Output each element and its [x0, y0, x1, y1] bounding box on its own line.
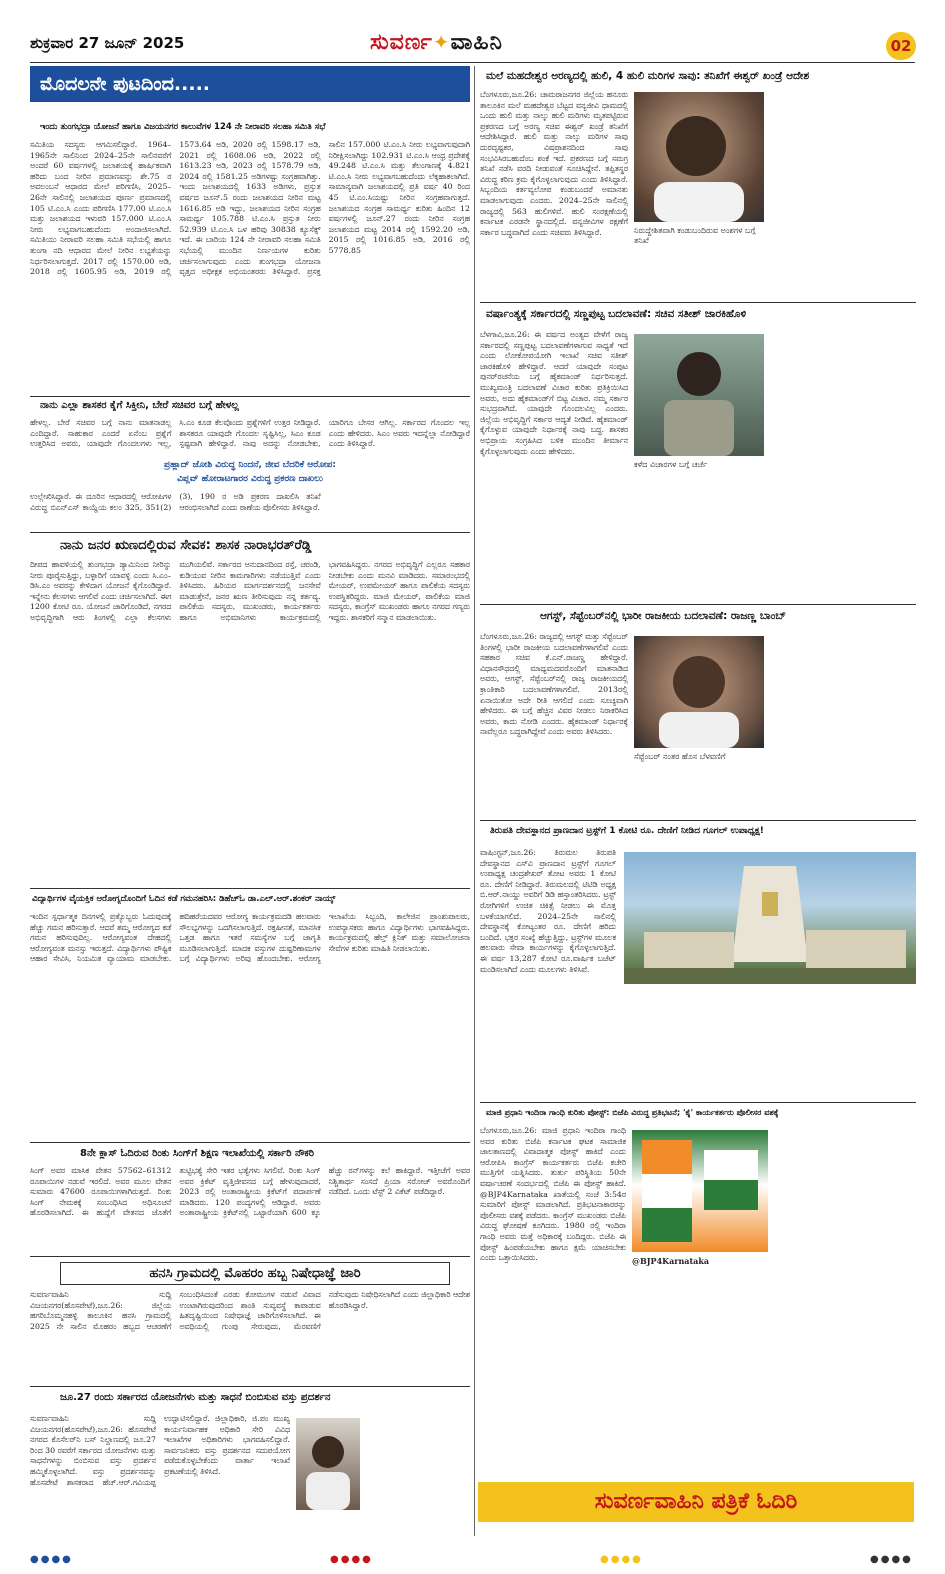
- r3-title: ಆಗಸ್ಟ್, ಸೆಪ್ಟೆಂಬರ್‌ನಲ್ಲಿ ಭಾರೀ ರಾಜಕೀಯ ಬದಲಾವಣೆ: ರಾಜಣ್ಣ ಬಾಂಬ್: [540, 610, 786, 622]
- divider: [480, 604, 916, 605]
- person-silhouette-icon: [634, 92, 764, 222]
- tirupati-temple-photo: [624, 852, 916, 984]
- a7-body: ಸುವರ್ಣವಾಹಿನಿ ಸುದ್ದಿ ವಿಜಯನಗರ(ಹೊಸಪೇಟೆ),ಜೂ.26: ಜಿಲ್ಲೆಯ ಹಗರಿಬೊಮ್ಮನಹಳ್ಳಿ ತಾಲೂಕಿನ ಹನಸಿ ಗ್ರಾಮದಲ್ಲಿ 2025 ನೇ ಸಾಲಿನ ಮೊಹರಂ ಹಬ್ಬದ ಆಚರಣೆಗೆ ಸಂಬಂಧಿಸಿದಂತೆ ಎರಡು ಕೋಮುಗಳ ನಡುವೆ ವಿವಾದ ಉಂಟಾಗಿರುವುದರಿಂದ ಶಾಂತಿ ಸುವ್ಯವಸ್ಥೆ ಕಾಪಾಡುವ ಹಿತದೃಷ್ಟಿಯಿಂದ ನಿಷೇಧಾಜ್ಞೆ ಜಾರಿಗೊಳಿಸಲಾಗಿದೆ. ಈ ಅವಧಿಯಲ್ಲಿ ಗುಂಪು ಸೇರುವುದು, ಮೆರವಣಿಗೆ ನಡೆಸುವುದು ನಿಷೇಧಿಸಲಾಗಿದೆ ಎಂದು ಜಿಲ್ಲಾಧಿಕಾರಿ ಆದೇಶ ಹೊರಡಿಸಿದ್ದಾರೆ.: [30, 1290, 470, 1331]
- minister-khandre-photo: [634, 92, 764, 222]
- divider: [30, 888, 470, 889]
- a1-body: ಸಮಿತಿಯ ಸದಸ್ಯರು ಆಗಮಿಸಲಿದ್ದಾರೆ. 1964–1965ನೇ ಸಾಲಿನಿಂದ 2024–25ನೇ ಸಾಲಿನವರೆಗೆ ಅಂದರೆ 60 ವರ್ಷಗಳಲ್ಲಿ ಜಲಾಶಯಕ್ಕೆ ಹಾರ್ಷಿಕವಾಗಿ ಹರಿದು ಬಂದ ನೀರಿನ ಪ್ರಮಾಣವನ್ನು ಶೇ.75 ರ ಅವಲಂಬನೆ ಆಧಾರದ ಮೇಲೆ ಪರಿಗಣಿಸಿ, 2025–26ನೇ ಸಾಲಿನಲ್ಲಿ ಜಲಾಶಯದ ಪೂರ್ಣ ಪ್ರಮಾಣದಲ್ಲಿ 105 ಟಿ.ಎಂ.ಸಿ ಎಂದು ಪರಿಗಣಿಸಿ 177.00 ಟಿ.ಎಂ.ಸಿ ಮತ್ತು ಜಲಾಶಯದ ಇಳುವರಿ 157.000 ಟಿ.ಎಂ.ಸಿ ನೀರು ಲಭ್ಯವಾಗಬಹುದೆಂದು ಅಂದಾಜಿಸಲಾಗಿದೆ. ಸಮಿತಿಯು ನೀರಾವರಿ ಸಲಹಾ ಸಮಿತಿ ಸಭೆಯಲ್ಲಿ ಹಾಗೂ ತುಂಗಾ ನದಿ ಆಧಾರದ ಮೇಲೆ ನೀರಿನ ಲಭ್ಯತೆಯನ್ನು ನಿರ್ಧರಿಸಲಾಗುತ್ತದೆ. 2017 ರಲ್ಲಿ 1570.00 ಅಡಿ, 2018 ರಲ್ಲಿ 1605.95 ಅಡಿ, 2019 ರಲ್ಲಿ 1573.64 ಅಡಿ, 2020 ರಲ್ಲಿ 1598.17 ಅಡಿ, 2021 ರಲ್ಲಿ 1608.06 ಅಡಿ, 2022 ರಲ್ಲಿ 1613.23 ಅಡಿ, 2023 ರಲ್ಲಿ 1578.79 ಅಡಿ, 2024 ರಲ್ಲಿ 1581.25 ಅಡಿಗಳಷ್ಟು ಸಂಗ್ರಹವಾಗಿತ್ತು. ಇಂದು ಜಲಾಶಯದಲ್ಲಿ 1633 ಅಡಿಗಳು, ಪ್ರಸ್ತುತ ವರ್ಷದ ಜೂನ್.5 ರಂದು ಜಲಾಶಯದ ನೀರಿನ ಮಟ್ಟ 1616.85 ಅಡಿ ಇದ್ದು, ಜಲಾಶಯದ ನೀರಿನ ಸಂಗ್ರಹ ಸಾಮರ್ಥ್ಯ 105.788 ಟಿ.ಎಂ.ಸಿ ಪ್ರಸ್ತುತ ನೀರು 52.939 ಟಿ.ಎಂ.ಸಿ ಒಳ ಹರಿವು 30838 ಕ್ಯೂಸೆಕ್ಸ್ ಇದೆ. ಈ ಬಾರಿಯ 124 ನೇ ನೀರಾವರಿ ಸಲಹಾ ಸಮಿತಿ ಸಭೆಯಲ್ಲಿ ಮುಂದಿನ ನಿರ್ಣಯಗಳ ಕುರಿತು ಚರ್ಚಿಸಲಾಗುವುದು ಎಂದು ತುಂಗಭದ್ರಾ ಯೋಜನಾ ವೃತ್ತದ ಅಧೀಕ್ಷಕ ಅಭಿಯಂತರರು ತಿಳಿಸಿದ್ದಾರೆ. ಪ್ರಸಕ್ತ ಸಾಲಿನ 157.000 ಟಿ.ಎಂ.ಸಿ ನೀರು ಲಭ್ಯವಾಗುವುದಾಗಿ ನಿರೀಕ್ಷಿಸಲಾಗಿದ್ದು 102.931 ಟಿ.ಎಂ.ಸಿ ಆಂಧ್ರ ಪ್ರದೇಶಕ್ಕೆ 49.248 ಟಿ.ಎಂ.ಸಿ ಮತ್ತು ತೆಲಂಗಾಣಕ್ಕೆ 4.821 ಟಿ.ಎಂ.ಸಿ ನೀರು ಲಭ್ಯವಾಗಬಹುದೆಂದು ಲೆಕ್ಕಹಾಕಲಾಗಿದೆ. ಸಾಮಾನ್ಯವಾಗಿ ಜಲಾಶಯದಲ್ಲಿ ಪ್ರತಿ ವರ್ಷ 40 ರಿಂದ 45 ಟಿ.ಎಂ.ಸಿಯಷ್ಟು ನೀರಿನ ಸಂಗ್ರಹವಾಗುತ್ತದೆ. ಜಲಾಶಯದ ಸಂಗ್ರಹ ಸಾಮರ್ಥ್ಯ ಕುರಿತು ಹಿಂದಿನ 12 ವರ್ಷಗಳಲ್ಲಿ ಜೂನ್.27 ರಂದು ನೀರಿನ ಸಂಗ್ರಹ ಜಲಾಶಯದ ಮಟ್ಟ 2014 ರಲ್ಲಿ 1592.20 ಅಡಿ, 2015 ರಲ್ಲಿ 1016.85 ಅಡಿ, 2016 ರಲ್ಲಿ 5778.85: [30, 140, 470, 277]
- r4-title: ತಿರುಪತಿ ದೇವಸ್ಥಾನದ ಪ್ರಾಣದಾನ ಟ್ರಸ್ಟ್‌ಗೆ 1 ಕೋಟಿ ರೂ. ದೇಣಿಗೆ ನೀಡಿದ ಗೂಗಲ್ ಉಪಾಧ್ಯಕ್ಷ!: [490, 826, 764, 836]
- r5-social-handle: @BJP4Karnataka: [632, 1256, 710, 1266]
- r1-body-continued: [770, 90, 916, 296]
- r5-title: ಮಾಜಿ ಪ್ರಧಾನಿ ಇಂದಿರಾ ಗಾಂಧಿ ಕುರಿತು ಪೋಸ್ಟ್: ಬಿಜೆಪಿ ವಿರುದ್ಧ ಪ್ರತಿಭಟನೆ; 'ಕೈ' ಕಾರ್ಯಕರ್ತರು ಪೊಲೀಸರ ವಶಕ್ಕೆ: [486, 1108, 779, 1117]
- a7-title: ಹನಸಿ ಗ್ರಾಮದಲ್ಲಿ ಮೊಹರಂ ಹಬ್ಬ ನಿಷೇಧಾಜ್ಞೆ ಜಾರಿ: [60, 1262, 450, 1285]
- a4-body: ದೀಪದ ಹಾವಳಿಯಲ್ಲಿ ತುಂಗಭದ್ರಾ ಡ್ಯಾಮಿನಿಂದ ನೀರಿನ್ನು ನೀರು ಪೂರೈಸುತ್ತಿದ್ದು, ಬಳ್ಳಾರಿಗೆ ಯಾವಳ್ಳಿ ಎಂದು ಸಿ.ಎಂ–ಡಿಸಿ.ಎಂ ಅವರನ್ನು ಕೇಳಿದಾಗ ಯೋಜನೆ ಕೈಗೊಂಡಿದ್ದಾರೆ. ಇನ್ನೇನು ಕೆಲಸಗಳು ಆಗಲಿವೆ ಎಂದು ಚರ್ಚಿಸಲಾಗಿದೆ. ಈಗ 1200 ಕೋಟಿ ರೂ. ಯೋಜನೆ ಜಾರಿಗೊಂಡಿದೆ, ನಗರದ ಅಭಿವೃದ್ಧಿಗಾಗಿ ಆರು ತಿಂಗಳಲ್ಲಿ ಎಲ್ಲಾ ಕೆಲಸಗಳು ಮುಗಿಯಲಿವೆ. ಸರ್ಕಾರದ ಅನುದಾನದಿಂದ ರಸ್ತೆ, ಚರಂಡಿ, ಕುಡಿಯುವ ನೀರಿನ ಕಾಮಗಾರಿಗಳು ನಡೆಯುತ್ತಿವೆ ಎಂದು ತಿಳಿಸಿದರು. ಹಿರಿಯರ ಮಾರ್ಗದರ್ಶನದಲ್ಲಿ ಜನಸೇವೆ ಮಾಡುತ್ತೇನೆ, ಜನರ ಋಣ ತೀರಿಸುವುದು ನನ್ನ ಕರ್ತವ್ಯ. ಪಾಲಿಕೆಯ ಸದಸ್ಯರು, ಮುಖಂಡರು, ಕಾರ್ಯಕರ್ತರು ಹಾಗೂ ಅಭಿಮಾನಿಗಳು ಕಾರ್ಯಕ್ರಮದಲ್ಲಿ ಭಾಗವಹಿಸಿದ್ದರು. ನಗರದ ಅಭಿವೃದ್ಧಿಗೆ ಎಲ್ಲರೂ ಸಹಕಾರ ನೀಡಬೇಕು ಎಂದು ಮನವಿ ಮಾಡಿದರು. ಸಮಾರಂಭದಲ್ಲಿ ಮೇಯರ್, ಉಪಮೇಯರ್ ಹಾಗೂ ಪಾಲಿಕೆಯ ಸದಸ್ಯರು ಉಪಸ್ಥಿತರಿದ್ದರು. ಮಾಜಿ ಮೇಯರ್, ಪಾಲಿಕೆಯ ಮಾಜಿ ಸದಸ್ಯರು, ಕಾಂಗ್ರೆಸ್ ಮುಖಂಡರು ಹಾಗೂ ನಗರದ ಗಣ್ಯರು ಇದ್ದರು. ಶಾಸಕರಿಗೆ ಸನ್ಮಾನ ಮಾಡಲಾಯಿತು.: [30, 560, 470, 622]
- divider: [480, 820, 916, 821]
- a1-title: ಇಂದು ತುಂಗಭದ್ರಾ ಯೋಜನೆ ಹಾಗೂ ವಿಜಯನಗರ ಕಾಲುವೆಗಳ 124 ನೇ ನೀರಾವರಿ ಸಲಹಾ ಸಮಿತಿ ಸಭೆ: [40, 122, 326, 132]
- a5-title: ವಿದ್ಯಾರ್ಥಿಗಳ ವೈಯಕ್ತಿಕ ಆರೋಗ್ಯದೊಂದಿಗೆ ಓದಿನ ಕಡೆ ಗಮನಹರಿಸಿ: ಡಿಹೆಚ್‌ಓ ಡಾ.ಎಲ್.ಆರ್.ಶಂಕರ್ ನಾಯ್ಕ್: [32, 894, 336, 904]
- a8-body: ಸುವರ್ಣವಾಹಿನಿ ಸುದ್ದಿ ವಿಜಯನಗರ(ಹೊಸಪೇಟೆ),ಜೂ.26: ಹೊಸಪೇಟೆ ನಗರದ ಕೊಸೆಲರ್‌ನಿ ಬಸ್ ನಿಲ್ದಾಣದಲ್ಲಿ ಜೂ.27 ರಿಂದ 30 ರವರೆಗೆ ಸರ್ಕಾರದ ಯೋಜನೆಗಳು ಮತ್ತು ಸಾಧನೆಗಳನ್ನು ಬಿಂಬಿಸುವ ವಸ್ತು ಪ್ರದರ್ಶನ ಹಮ್ಮಿಕೊಳ್ಳಲಾಗಿದೆ. ವಸ್ತು ಪ್ರದರ್ಶನವನ್ನು ಹೊಸಪೇಟೆ ಶಾಸಕರಾದ ಹೆಚ್.ಆರ್.ಗವಿಯಪ್ಪ ಉದ್ಘಾಟಿಸಲಿದ್ದಾರೆ. ಜಿಲ್ಲಾಧಿಕಾರಿ, ಜಿ.ಪಂ ಮುಖ್ಯ ಕಾರ್ಯನಿರ್ವಾಹಕ ಅಧಿಕಾರಿ ಸೇರಿ ವಿವಿಧ ಇಲಾಖೆಗಳ ಅಧಿಕಾರಿಗಳು ಭಾಗವಹಿಸಲಿದ್ದಾರೆ. ಸಾರ್ವಜನಿಕರು ವಸ್ತು ಪ್ರದರ್ಶನದ ಸದುಪಯೋಗ ಪಡೆದುಕೊಳ್ಳಬೇಕೆಂದು ವಾರ್ತಾ ಇಲಾಖೆ ಪ್ರಕಟಣೆಯಲ್ಲಿ ತಿಳಿಸಿದೆ.: [30, 1414, 290, 1487]
- print-registration-dots: ●●●●: [30, 1554, 73, 1565]
- divider: [30, 1256, 470, 1257]
- logo-right-text: ವಾಹಿನಿ: [450, 30, 503, 55]
- a4-title: ನಾನು ಜನರ ಋಣದಲ್ಲಿರುವ ಸೇವಕ: ಶಾಸಕ ನಾರಾಭರತ್‌ರೆಡ್ಡಿ: [60, 538, 312, 553]
- a3-highlight-2: ವಿಪ್ಲವ್ ಹೋರಾಟಗಾರರ ವಿರುದ್ಧ ಪ್ರಕರಣ ದಾಖಲು: [177, 474, 323, 484]
- a6-title: 8ನೇ ಕ್ಲಾಸ್ ಓದಿರುವ ರಿಂಕು ಸಿಂಗ್‌ಗೆ ಶಿಕ್ಷಣ ಇಲಾಖೆಯಲ್ಲಿ ಸರ್ಕಾರಿ ನೌಕರಿ: [80, 1148, 315, 1159]
- divider: [480, 302, 916, 303]
- divider: [30, 1386, 470, 1387]
- person-silhouette-icon: [634, 334, 764, 456]
- a2-body: ಹೇಳಲ್ಲ. ಬೇರೆ ಸಚಿವರ ಬಗ್ಗೆ ನಾನು ಮಾತನಾಡಲ್ಲ ಎಂದಿದ್ದಾರೆ. ಸಾಹುಕಾರ ಎಂದರೆ ಏನೆಂಬ ಪ್ರಶ್ನೆಗೆ ಉತ್ತರಿಸಿದ ಅವರು, ಯಾವುದೇ ಗೊಂದಲಗಳು ಇಲ್ಲ, ಸಿ.ಎಂ ಕೂಡ ಕೆಲವೊಂದು ಪ್ರಶ್ನೆಗಳಿಗೆ ಉತ್ತರ ನೀಡಿದ್ದಾರೆ. ಶಾಸಕರೂ ಯಾವುದೇ ಗೊಂದಲ ಸೃಷ್ಟಿಸಿಲ್ಲ, ಸಿಎಂ ಕೂಡ ಸ್ಪಷ್ಟವಾಗಿ ಹೇಳಿದ್ದಾರೆ. ನಾವು ಅದನ್ನು ನೋಡಬೇಕು, ಯಾರಿಗೂ ಬೇಸರ ಆಗಿಲ್ಲ. ಸರ್ಕಾರದ ಗೊಂದಲ ಇಲ್ಲ ಎಂದು ಹೇಳಿದರು. ಸಿಎಂ ಅವರು ಇದನ್ನೆಲ್ಲಾ ನೋಡಿದ್ದಾರೆ ಎಂದು ತಿಳಿಸಿದ್ದಾರೆ.: [30, 418, 470, 449]
- r5-body: ಬೆಂಗಳೂರು,ಜೂ.26: ಮಾಜಿ ಪ್ರಧಾನಿ ಇಂದಿರಾ ಗಾಂಧಿ ಅವರ ಕುರಿತು ಬಿಜೆಪಿ ಕರ್ನಾಟಕ ಘಟಕ ಸಾಮಾಜಿಕ ಜಾಲತಾಣದಲ್ಲಿ ವಿವಾದಾತ್ಮಕ ಪೋಸ್ಟ್ ಹಾಕಿದೆ ಎಂದು ಆರೋಪಿಸಿ ಕಾಂಗ್ರೆಸ್ ಕಾರ್ಯಕರ್ತರು ಬಿಜೆಪಿ ಕಚೇರಿ ಮುತ್ತಿಗೆಗೆ ಯತ್ನಿಸಿದರು. ತುರ್ತು ಪರಿಸ್ಥಿತಿಯ 50ನೇ ವರ್ಷಾಚರಣೆ ಸಂದರ್ಭದಲ್ಲಿ ಬಿಜೆಪಿ ಈ ಪೋಸ್ಟ್ ಹಾಕಿದೆ. @BJP4Karnataka ಖಾತೆಯಲ್ಲಿ ಸಂಜೆ 3:54ರ ಸುಮಾರಿಗೆ ಪೋಸ್ಟ್ ಮಾಡಲಾಗಿದೆ. ಪ್ರತಿಭಟನಾಕಾರರನ್ನು ಪೊಲೀಸರು ವಶಕ್ಕೆ ಪಡೆದರು. ಕಾಂಗ್ರೆಸ್ ಮುಖಂಡರು ಬಿಜೆಪಿ ವಿರುದ್ಧ ಘೋಷಣೆ ಕೂಗಿದರು. 1980 ರಲ್ಲಿ ಇಂದಿರಾ ಗಾಂಧಿ ಅವರು ಮತ್ತೆ ಅಧಿಕಾರಕ್ಕೆ ಬಂದಿದ್ದರು. ಬಿಜೆಪಿ ಈ ಪೋಸ್ಟ್ ಹಿಂಪಡೆಯಬೇಕು ಹಾಗೂ ಕ್ಷಮೆ ಯಾಚಿಸಬೇಕು ಎಂದು ಒತ್ತಾಯಿಸಿದರು.: [480, 1126, 626, 1263]
- person-silhouette-icon: [296, 1418, 360, 1510]
- r3-body: ಬೆಂಗಳೂರು,ಜೂ.26: ರಾಜ್ಯದಲ್ಲಿ ಆಗಸ್ಟ್ ಮತ್ತು ಸೆಪ್ಟೆಂಬರ್ ತಿಂಗಳಲ್ಲಿ ಭಾರೀ ರಾಜಕೀಯ ಬದಲಾವಣೆಗಳಾಗಲಿವೆ ಎಂದು ಸಹಕಾರ ಸಚಿವ ಕೆ.ಎನ್.ರಾಜಣ್ಣ ಹೇಳಿದ್ದಾರೆ. ವಿಧಾನಸೌಧದಲ್ಲಿ ಮಾಧ್ಯಮದವರೊಂದಿಗೆ ಮಾತನಾಡಿದ ಅವರು, ಆಗಸ್ಟ್, ಸೆಪ್ಟೆಂಬರ್‌ನಲ್ಲಿ ರಾಜ್ಯ ರಾಜಕೀಯದಲ್ಲಿ ಕ್ರಾಂತಿಕಾರಿ ಬದಲಾವಣೆಗಳಾಗಲಿವೆ. 2013ರಲ್ಲಿ ಏನಾಯಿತೋ ಅದೇ ರೀತಿ ಆಗಲಿದೆ ಎಂದು ಸೂಚ್ಯವಾಗಿ ಹೇಳಿದರು. ಈ ಬಗ್ಗೆ ಹೆಚ್ಚಿನ ವಿವರ ನೀಡಲು ನಿರಾಕರಿಸಿದ ಅವರು, ಕಾದು ನೋಡಿ ಎಂದರು. ಹೈಕಮಾಂಡ್ ನಿರ್ಧಾರಕ್ಕೆ ನಾವೆಲ್ಲರೂ ಬದ್ಧರಾಗಿದ್ದೇವೆ ಎಂದು ಅವರು ತಿಳಿಸಿದರು.: [480, 632, 628, 737]
- divider: [30, 396, 470, 397]
- a8-body-continued: [366, 1414, 470, 1538]
- a2-title: ನಾನು ಎಲ್ಲಾ ಶಾಸಕರ ಕೈಗೆ ಸಿಕ್ತೀನಿ, ಬೇರೆ ಸಚಿವರ ಬಗ್ಗೆ ಹೇಳಲ್ಲ: [40, 400, 239, 411]
- header-rule: [30, 62, 915, 63]
- divider: [30, 1142, 470, 1143]
- r3-caption: ಸೆಪ್ಟೆಂಬರ್ ನಂತರ ಹೊಸ ಬೆಳವಣಿಗೆ: [634, 752, 726, 761]
- temple-gopuram-icon: [624, 852, 916, 984]
- issue-date: ಶುಕ್ರವಾರ 27 ಜೂನ್ 2025: [30, 34, 185, 52]
- divider: [30, 532, 470, 533]
- logo-star-icon: ✦: [432, 30, 451, 54]
- newspaper-promo-banner: ಸುವರ್ಣವಾಹಿನಿ ಪತ್ರಿಕೆ ಓದಿರಿ: [478, 1482, 914, 1522]
- print-registration-dots: ●●●●: [600, 1554, 643, 1565]
- r2-body-continued: [770, 330, 916, 600]
- page-number: 02: [886, 32, 916, 60]
- r4-body: ವಾಷಿಂಗ್ಟನ್,ಜೂ.26: ತಿರುಮಲ ತಿರುಪತಿ ದೇವಸ್ಥಾನದ ಎಸ್‌ವಿ ಪ್ರಾಣದಾನ ಟ್ರಸ್ಟ್‌ಗೆ ಗೂಗಲ್ ಉಪಾಧ್ಯಕ್ಷ ಚಂದ್ರಶೇಖರ್ ತೋಟ ಅವರು 1 ಕೋಟಿ ರೂ. ದೇಣಿಗೆ ನೀಡಿದ್ದಾರೆ. ತಿರುಮಲದಲ್ಲಿ ಟಿಟಿಡಿ ಅಧ್ಯಕ್ಷ ಬಿ.ಆರ್.ನಾಯ್ಡು ಅವರಿಗೆ ಡಿಡಿ ಹಸ್ತಾಂತರಿಸಿದರು. ಟ್ರಸ್ಟ್ ರೋಗಿಗಳಿಗೆ ಉಚಿತ ಚಿಕಿತ್ಸೆ ನೀಡಲು ಈ ಮೊತ್ತ ಬಳಕೆಯಾಗಲಿದೆ. 2024–25ನೇ ಸಾಲಿನಲ್ಲಿ ದೇವಸ್ಥಾನಕ್ಕೆ ಕೋಟ್ಯಂತರ ರೂ. ದೇಣಿಗೆ ಹರಿದು ಬಂದಿದೆ. ಭಕ್ತರ ಸಂಖ್ಯೆ ಹೆಚ್ಚುತ್ತಿದ್ದು, ಟ್ರಸ್ಟ್‌ಗಳ ಮೂಲಕ ಹಲವಾರು ಸೇವಾ ಕಾರ್ಯಗಳನ್ನು ಕೈಗೊಳ್ಳಲಾಗುತ್ತಿದೆ. ಈ ವರ್ಷ 13,287 ಕೋಟಿ ರೂ.ವಾರ್ಷಿಕ ಬಜೆಟ್ ಮಂಡಿಸಲಾಗಿದೆ ಎಂದು ಮೂಲಗಳು ತಿಳಿಸಿವೆ.: [480, 848, 616, 974]
- r3-body-continued: [770, 632, 916, 814]
- r4-body-continued: [624, 992, 916, 1096]
- r2-caption: ಕಳೆದ ವಿಚಾರಗಳ ಬಗ್ಗೆ ಚರ್ಚೆ: [634, 460, 708, 469]
- r1-body: ಬೆಂಗಳೂರು,ಜೂ.26: ಚಾಮರಾಜನಗರ ಜಿಲ್ಲೆಯ ಹನೂರು ತಾಲೂಕಿನ ಮಲೆ ಮಹದೇಶ್ವರ ಬೆಟ್ಟದ ವನ್ಯಜೀವಿ ಧಾಮದಲ್ಲಿ ಒಂದು ಹುಲಿ ಮತ್ತು ನಾಲ್ಕು ಹುಲಿ ಮರಿಗಳು ಮೃತಪಟ್ಟಿರುವ ಪ್ರಕರಣದ ಬಗ್ಗೆ ಅರಣ್ಯ ಸಚಿವ ಈಶ್ವರ್ ಖಂಡ್ರೆ ತನಿಖೆಗೆ ಆದೇಶಿಸಿದ್ದಾರೆ. ಹುಲಿ ಮತ್ತು ನಾಲ್ಕು ಮರಿಗಳ ಸಾವು ದುರದೃಷ್ಟಕರ, ವಿಷಪ್ರಾಶನದಿಂದ ಸಾವು ಸಂಭವಿಸಿರಬಹುದೆಂಬ ಶಂಕೆ ಇದೆ. ಪ್ರಕರಣದ ಬಗ್ಗೆ ಸಮಗ್ರ ತನಿಖೆ ನಡೆಸಿ ವರದಿ ನೀಡುವಂತೆ ಸೂಚಿಸಿದ್ದೇನೆ. ತಪ್ಪಿತಸ್ಥರ ವಿರುದ್ಧ ಕಠಿಣ ಕ್ರಮ ಕೈಗೊಳ್ಳಲಾಗುವುದು ಎಂದು ತಿಳಿಸಿದ್ದಾರೆ. ಸಿಬ್ಬಂದಿಯ ಕರ್ತವ್ಯಲೋಪ ಕಂಡುಬಂದರೆ ಅಮಾನತು ಮಾಡಲಾಗುವುದು ಎಂದರು. 2024–25ನೇ ಸಾಲಿನಲ್ಲಿ ರಾಜ್ಯದಲ್ಲಿ 563 ಹುಲಿಗಳಿವೆ. ಹುಲಿ ಸಂರಕ್ಷಣೆಯಲ್ಲಿ ಕರ್ನಾಟಕ ಎರಡನೇ ಸ್ಥಾನದಲ್ಲಿದೆ. ವನ್ಯಜೀವಿಗಳ ರಕ್ಷಣೆಗೆ ಸರ್ಕಾರ ಬದ್ಧವಾಗಿದೆ ಎಂದು ಸಚಿವರು ತಿಳಿಸಿದ್ದಾರೆ.: [480, 90, 628, 237]
- a3-body: ಉಲ್ಲೇಖಿಸಿದ್ದಾರೆ. ಈ ದೂರಿನ ಆಧಾರದಲ್ಲಿ ಆರೋಪಿಗಳ ವಿರುದ್ಧ ಬಿಎನ್‌ಎಸ್ ಕಾಯ್ದೆಯ ಕಲಂ 325, 351(2)(3), 190 ರ ಅಡಿ ಪ್ರಕರಣ ದಾಖಲಿಸಿ ತನಿಖೆ ಆರಂಭಿಸಲಾಗಿದೆ ಎಂದು ಠಾಣೆಯ ಪೊಲೀಸರು ತಿಳಿಸಿದ್ದಾರೆ.: [30, 492, 321, 512]
- flag-icon: [632, 1130, 768, 1252]
- person-silhouette-icon: [634, 636, 764, 748]
- protest-flags-photo: [632, 1130, 768, 1252]
- a5-body: ಇಂದಿನ ಸ್ಪರ್ಧಾತ್ಮಕ ದಿನಗಳಲ್ಲಿ ಪ್ರತ್ಯೊಬ್ಬರು ಓದುವುದಕ್ಕೆ ಹೆಚ್ಚು ಗಮನ ಹರಿಸುತ್ತಾರೆ. ಆದರೆ ತಮ್ಮ ಆರೋಗ್ಯದ ಕಡೆ ಗಮನ ಹರಿಸುವುದಿಲ್ಲ. ಆರೋಗ್ಯವಂತ ದೇಹದಲ್ಲಿ ಆರೋಗ್ಯವಂತ ಮನಸ್ಸು ಇರುತ್ತದೆ. ವಿದ್ಯಾರ್ಥಿಗಳು ಪೌಷ್ಟಿಕ ಆಹಾರ ಸೇವಿಸಿ, ನಿಯಮಿತ ವ್ಯಾಯಾಮ ಮಾಡಬೇಕು. ಹದಿಹರೆಯದವರ ಆರೋಗ್ಯ ಕಾರ್ಯಕ್ರಮದಡಿ ಹಲವಾರು ಸೌಲಭ್ಯಗಳನ್ನು ಒದಗಿಸಲಾಗುತ್ತಿದೆ. ರಕ್ತಹೀನತೆ, ಮಾನಸಿಕ ಒತ್ತಡ ಹಾಗೂ ಇತರೆ ಸಮಸ್ಯೆಗಳ ಬಗ್ಗೆ ಜಾಗೃತಿ ಮೂಡಿಸಲಾಗುತ್ತಿದೆ. ಮಾದಕ ವಸ್ತುಗಳ ದುಷ್ಪರಿಣಾಮಗಳ ಬಗ್ಗೆ ವಿದ್ಯಾರ್ಥಿಗಳು ಅರಿವು ಹೊಂದಬೇಕು. ಆರೋಗ್ಯ ಇಲಾಖೆಯ ಸಿಬ್ಬಂದಿ, ಕಾಲೇಜಿನ ಪ್ರಾಂಶುಪಾಲರು, ಉಪನ್ಯಾಸಕರು ಹಾಗೂ ವಿದ್ಯಾರ್ಥಿಗಳು ಭಾಗವಹಿಸಿದ್ದರು. ಕಾರ್ಯಕ್ರಮದಲ್ಲಿ ಹೆಲ್ತ್ ಕ್ಲಿನಿಕ್ ಮತ್ತು ಸಮಾಲೋಚನಾ ಸೇವೆಗಳ ಕುರಿತು ಮಾಹಿತಿ ನೀಡಲಾಯಿತು.: [30, 912, 470, 964]
- print-registration-dots: ●●●●: [330, 1554, 373, 1565]
- a3-highlight-1: ಪ್ರಹ್ಲಾದ್ ಜೋಶಿ ವಿರುದ್ಧ ನಿಂದನೆ, ಜೀವ ಬೆದರಿಕೆ ಆರೋಪ:: [163, 460, 337, 470]
- section-banner: ಮೊದಲನೇ ಪುಟದಿಂದ.....: [30, 66, 470, 102]
- r2-title: ವರ್ಷಾಂತ್ಯಕ್ಕೆ ಸರ್ಕಾರದಲ್ಲಿ ಸಣ್ಣಪುಟ್ಟ ಬದಲಾವಣೆ: ಸಚಿವ ಸತೀಶ್ ಜಾರಕಿಹೊಳಿ: [486, 308, 747, 320]
- print-registration-dots: ●●●●: [870, 1554, 913, 1565]
- masthead-logo: [370, 30, 503, 55]
- column-divider: [474, 66, 475, 1536]
- divider: [480, 1102, 916, 1103]
- official-portrait-photo: [296, 1418, 360, 1510]
- minister-jarkiholi-photo: [634, 334, 764, 456]
- r5-body-continued: [774, 1126, 916, 1476]
- minister-rajanna-photo: [634, 636, 764, 748]
- a6-body: ಸಿಂಗ್ ಅವರ ಮಾಸಿಕ ವೇತನ 57562–61312 ರೂಪಾಯಿಗಳ ನಡುವೆ ಇರಲಿದೆ. ಅವರ ಮೂಲ ವೇತನ ಸುಮಾರು 47600 ರೂಪಾಯಿಗಳಾಗಿರುತ್ತದೆ. ರಿಂಕು ಸಿಂಗ್ ನೇಮಕಕ್ಕೆ ಸಂಬಂಧಿಸಿದ ಅಧಿಸೂಚನೆ ಹೊರಡಿಸಲಾಗಿದೆ. ಈ ಹುದ್ದೆಗೆ ವೇತನದ ಜೊತೆಗೆ ತುಟ್ಟಿಭತ್ಯೆ ಸೇರಿ ಇತರ ಭತ್ಯೆಗಳು ಸಿಗಲಿವೆ. ರಿಂಕು ಸಿಂಗ್ ಅವರ ಕ್ರಿಕೆಟ್ ವೃತ್ತಿಜೀವನದ ಬಗ್ಗೆ ಹೇಳುವುದಾದರೆ, 2023 ರಲ್ಲಿ ಅಂತಾರಾಷ್ಟ್ರೀಯ ಕ್ರಿಕೆಟ್‌ಗೆ ಪದಾರ್ಪಣೆ ಮಾಡಿದರು. 120 ಪಂದ್ಯಗಳಲ್ಲಿ ಆಡಿದ್ದಾರೆ. ಅವರು ಅಂತಾರಾಷ್ಟ್ರೀಯ ಕ್ರಿಕೆಟ್‌ನಲ್ಲಿ ಒಟ್ಟಾರೆಯಾಗಿ 600 ಕ್ಕೂ ಹೆಚ್ಚು ರನ್‌ಗಳನ್ನು ಕಲೆ ಹಾಕಿದ್ದಾರೆ. ಇತ್ತೀಚೆಗೆ ಅವರ ನಿಶ್ಚಿತಾರ್ಥ ಸಂಸದೆ ಪ್ರಿಯಾ ಸರೋಜ್ ಅವರೊಂದಿಗೆ ನಡೆದಿದೆ. ಒಂದು ಟೆಸ್ಟ್ 2 ವಿಕೆಟ್ ಪಡೆದಿದ್ದಾರೆ.: [30, 1166, 470, 1218]
- a8-title: ಜೂ.27 ರಂದು ಸರ್ಕಾರದ ಯೋಜನೆಗಳು ಮತ್ತು ಸಾಧನೆ ಬಿಂಬಿಸುವ ವಸ್ತು ಪ್ರದರ್ಶನ: [60, 1392, 331, 1403]
- logo-left-text: ಸುವರ್ಣ: [370, 30, 433, 55]
- r1-caption: ನಿರುದ್ದೇಶಿತವಾಗಿ ಕಂಡುಬಂದಿರುವ ಅಂಶಗಳ ಬಗ್ಗೆ ತನಿಖೆ: [634, 226, 756, 245]
- r2-body: ಬೆಳಗಾವಿ,ಜೂ.26: ಈ ವರ್ಷದ ಅಂತ್ಯದ ವೇಳೆಗೆ ರಾಜ್ಯ ಸರ್ಕಾರದಲ್ಲಿ ಸಣ್ಣಪುಟ್ಟ ಬದಲಾವಣೆಗಳಾಗುವ ಸಾಧ್ಯತೆ ಇದೆ ಎಂದು ಲೋಕೋಪಯೋಗಿ ಇಲಾಖೆ ಸಚಿವ ಸತೀಶ್ ಜಾರಕಿಹೊಳಿ ಹೇಳಿದ್ದಾರೆ. ಆದರೆ ಯಾವುದೇ ಸಂಪುಟ ಪುನರ್‌ರಚನೆಯ ಬಗ್ಗೆ ಹೈಕಮಾಂಡ್ ನಿರ್ಧರಿಸುತ್ತದೆ. ಮುಖ್ಯಮಂತ್ರಿ ಬದಲಾವಣೆ ವಿಚಾರ ಕುರಿತು ಪ್ರತಿಕ್ರಿಯಿಸಿದ ಅವರು, ಅದು ಹೈಕಮಾಂಡ್‌ಗೆ ಬಿಟ್ಟ ವಿಚಾರ. ನಮ್ಮ ಸರ್ಕಾರ ಸುಭದ್ರವಾಗಿದೆ. ಯಾವುದೇ ಗೊಂದಲವಿಲ್ಲ ಎಂದರು. ಜಿಲ್ಲೆಯ ಅಭಿವೃದ್ಧಿಗೆ ಸರ್ಕಾರ ಆದ್ಯತೆ ನೀಡಿದೆ. ಹೈಕಮಾಂಡ್ ಕೈಗೊಳ್ಳುವ ಯಾವುದೇ ನಿರ್ಧಾರಕ್ಕೆ ನಾವು ಬದ್ಧ. ಶಾಸಕರ ಅಭಿಪ್ರಾಯ ಸಂಗ್ರಹಿಸಿದ ಬಳಿಕ ಮುಂದಿನ ತೀರ್ಮಾನ ಕೈಗೊಳ್ಳಲಾಗುವುದು ಎಂದು ಹೇಳಿದರು.: [480, 330, 628, 456]
- r1-title: ಮಲೆ ಮಹದೇಶ್ವರ ಅರಣ್ಯದಲ್ಲಿ ಹುಲಿ, 4 ಹುಲಿ ಮರಿಗಳ ಸಾವು: ತನಿಖೆಗೆ ಈಶ್ವರ್ ಖಂಡ್ರೆ ಆದೇಶ: [486, 70, 810, 82]
